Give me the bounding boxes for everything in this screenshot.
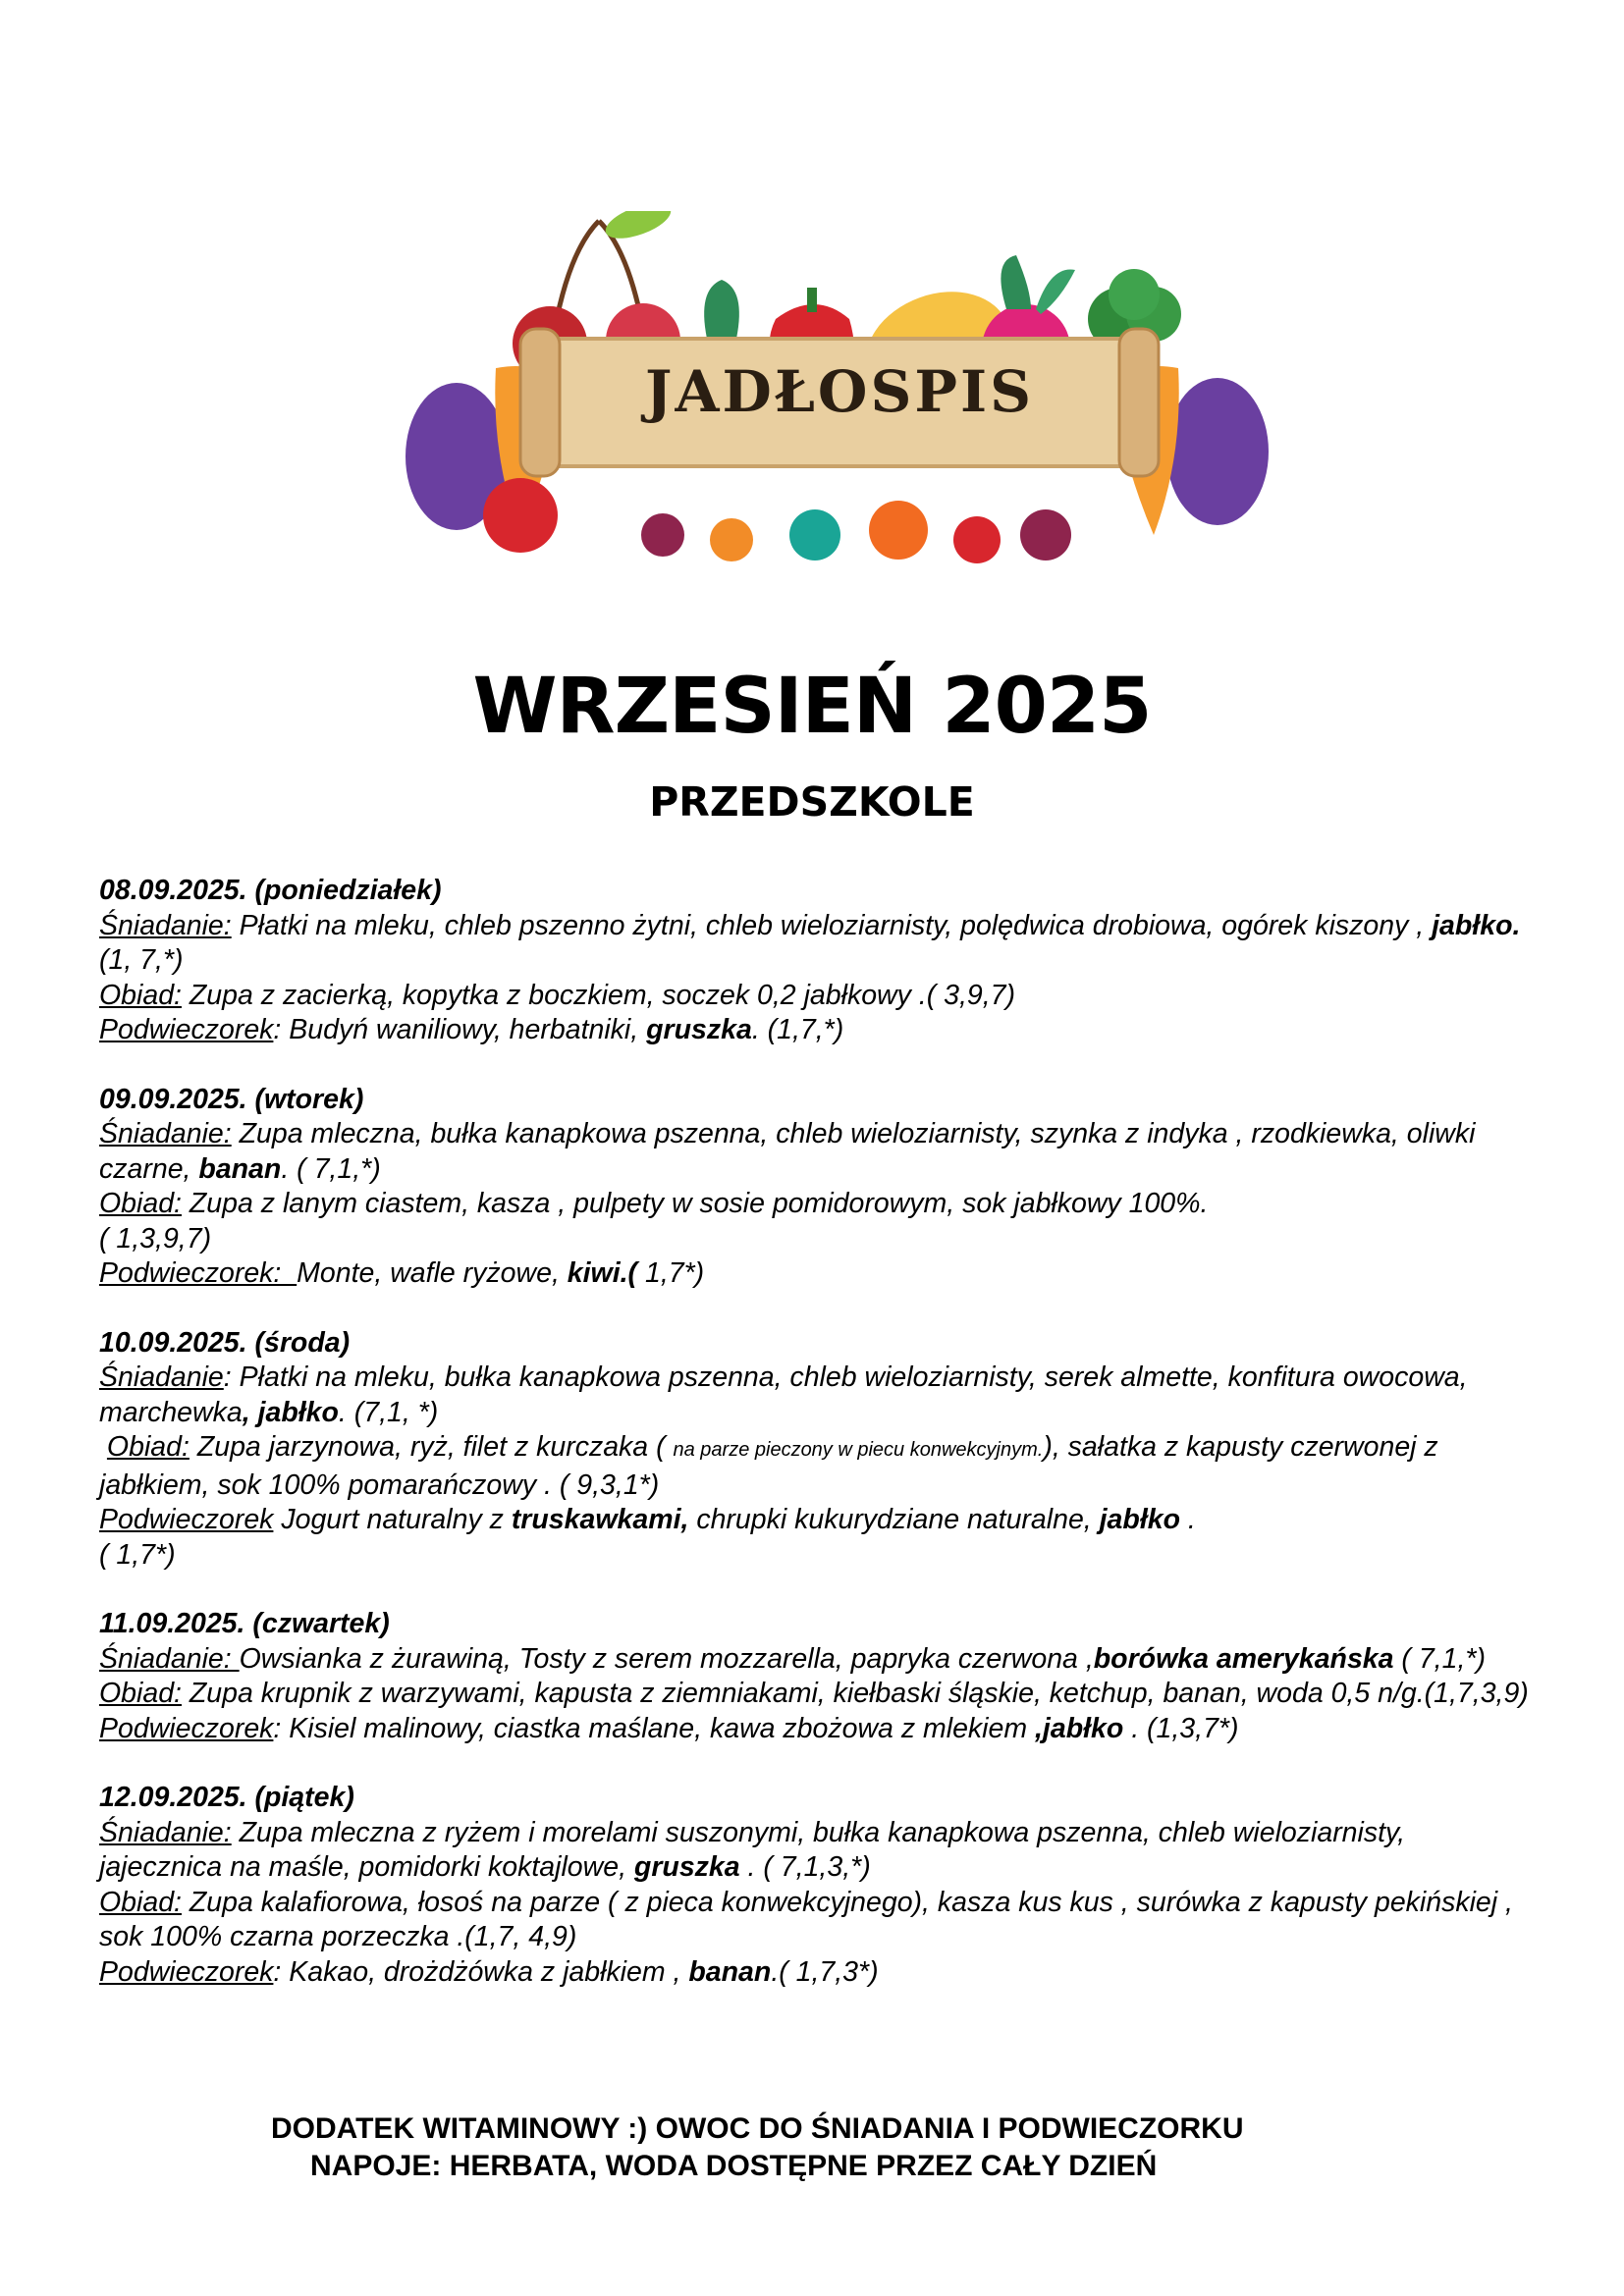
- snack-text: Jogurt naturalny z: [273, 1504, 512, 1535]
- lunch-label: Obiad:: [99, 979, 182, 1011]
- footer-drinks-line: NAPOJE: HERBATA, WODA DOSTĘPNE PRZEZ CAŁY DZIEŃ: [310, 2150, 1158, 2182]
- breakfast-fruit: jabłko.: [1432, 909, 1521, 941]
- lunch-allergens-row: [99, 1222, 1533, 1257]
- snack-row: [99, 1013, 1533, 1048]
- jadlospis-logo: [403, 211, 1276, 599]
- menu-list: [99, 874, 1533, 2024]
- breakfast-colon: :: [223, 1362, 232, 1393]
- logo-text: JADŁOSPIS: [645, 358, 1034, 425]
- lunch-allergens: ( 1,3,9,7): [99, 1222, 212, 1255]
- lunch-row: [99, 1886, 1533, 1955]
- snack-allergens: . (1,7,*): [751, 1014, 844, 1045]
- breakfast-allergens: ( 7,1,*): [1393, 1642, 1486, 1675]
- breakfast-label: Śniadanie:: [99, 909, 232, 941]
- breakfast-allergens: . ( 7,1,3,*): [739, 1851, 871, 1883]
- snack-row: [99, 1503, 1533, 1538]
- menu-day: [99, 1781, 1533, 1990]
- snack-allergens: 1,7*): [637, 1257, 705, 1289]
- lunch-row: [99, 1677, 1533, 1712]
- snack-colon: :: [273, 1014, 282, 1045]
- snack-label: Podwieczorek: [99, 1955, 274, 1988]
- snack-allergens: . (1,3,7*): [1123, 1712, 1239, 1744]
- snack-fruit: gruszka: [646, 1014, 752, 1045]
- snack-colon: :: [273, 1955, 282, 1988]
- breakfast-fruit: , jabłko: [242, 1396, 339, 1428]
- lunch-note: na parze pieczony w piecu konwekcyjnym.: [673, 1439, 1044, 1461]
- breakfast-text: Owsianka z żurawiną, Tosty z serem mozzarella, papryka czerwona ,: [239, 1642, 1094, 1675]
- snack-text-rest: chrupki kukurydziane naturalne,: [688, 1504, 1100, 1535]
- breakfast-fruit: borówka amerykańska: [1093, 1642, 1394, 1675]
- page-title: WRZESIEŃ 2025: [472, 663, 1152, 751]
- snack-text-end: .: [1180, 1504, 1196, 1535]
- snack-fruit: truskawkami,: [511, 1504, 689, 1535]
- lunch-label: Obiad:: [99, 1886, 182, 1918]
- lunch-text: Zupa kalafiorowa, łosoś na parze ( z pieca konwekcyjnego), kasza kus kus , surówka z kapusty pekińskiej , sok 100% czarna porzeczka .(1,7, 4,9): [99, 1886, 1513, 1952]
- lunch-text: Zupa jarzynowa, ryż, filet z kurczaka (: [189, 1431, 674, 1463]
- breakfast-label: Śniadanie: [99, 1362, 224, 1393]
- day-date: 10.09.2025. (środa): [99, 1326, 351, 1359]
- snack-row: [99, 1256, 1533, 1292]
- snack-fruit-2: jabłko: [1099, 1504, 1180, 1535]
- breakfast-label: Śniadanie:: [99, 1118, 232, 1149]
- breakfast-row: [99, 909, 1533, 979]
- lunch-text: Zupa krupnik z warzywami, kapusta z ziemniakami, kiełbaski śląskie, ketchup, banan, woda 0,5 n/g.(1,7,3,9): [181, 1678, 1529, 1709]
- breakfast-row: [99, 1642, 1533, 1678]
- breakfast-allergens: . (7,1, *): [338, 1396, 439, 1428]
- page-subtitle: PRZEDSZKOLE: [649, 778, 975, 826]
- menu-day: [99, 1607, 1533, 1746]
- snack-row: [99, 1712, 1533, 1747]
- lunch-text-rest: ), sałatka z kapusty czerwonej z jabłkiem, sok 100% pomarańczowy . ( 9,3,1*): [99, 1431, 1438, 1501]
- breakfast-row: [99, 1117, 1533, 1187]
- breakfast-text: Płatki na mleku, bułka kanapkowa pszenna, chleb wieloziarnisty, serek almette, konfitura owocowa, marchewka: [99, 1362, 1468, 1428]
- lunch-text: Zupa z lanym ciastem, kasza , pulpety w sosie pomidorowym, sok jabłkowy 100%.: [181, 1188, 1209, 1219]
- snack-fruit: kiwi.(: [567, 1257, 638, 1289]
- snack-text: Kakao, drożdżówka z jabłkiem ,: [281, 1955, 689, 1988]
- snack-allergens: ( 1,7*): [99, 1538, 176, 1571]
- breakfast-fruit: gruszka: [633, 1851, 740, 1883]
- menu-day: [99, 1326, 1533, 1574]
- menu-day: [99, 1083, 1533, 1292]
- snack-allergens-row: [99, 1538, 1533, 1574]
- breakfast-label: Śniadanie:: [99, 1642, 240, 1675]
- breakfast-allergens: . ( 7,1,*): [281, 1152, 381, 1185]
- lunch-text: Zupa z zacierką, kopytka z boczkiem, soczek 0,2 jabłkowy .( 3,9,7): [181, 979, 1016, 1011]
- breakfast-row: [99, 1361, 1533, 1430]
- breakfast-text: Zupa mleczna z ryżem i morelami suszonymi, bułka kanapkowa pszenna, chleb wieloziarnisty, jajecznica na maśle, pomidorki koktajlowe,: [99, 1816, 1406, 1883]
- menu-day: [99, 874, 1533, 1048]
- breakfast-allergens: (1, 7,*): [99, 944, 184, 976]
- breakfast-text: Zupa mleczna, bułka kanapkowa pszenna, chleb wieloziarnisty, szynka z indyka , rzodkiewka, oliwki czarne,: [99, 1118, 1476, 1185]
- lunch-label: Obiad:: [99, 1188, 182, 1219]
- lunch-label: Obiad:: [106, 1431, 189, 1463]
- snack-row: [99, 1955, 1533, 1991]
- day-date: 08.09.2025. (poniedziałek): [99, 875, 442, 906]
- breakfast-text: Płatki na mleku, chleb pszenno żytni, chleb wieloziarnisty, polędwica drobiowa, ogórek kiszony ,: [231, 909, 1433, 941]
- snack-allergens: .( 1,7,3*): [771, 1955, 879, 1988]
- lunch-row: [99, 1430, 1533, 1503]
- footer-vitamin-line: DODATEK WITAMINOWY :) OWOC DO ŚNIADANIA I PODWIECZORKU: [271, 2112, 1244, 2145]
- day-date: 11.09.2025. (czwartek): [99, 1608, 390, 1639]
- snack-label: Podwieczorek: [99, 1504, 274, 1535]
- lunch-label: Obiad:: [99, 1678, 182, 1709]
- day-date: 09.09.2025. (wtorek): [99, 1083, 364, 1115]
- snack-text: Monte, wafle ryżowe,: [297, 1257, 568, 1289]
- snack-label: Podwieczorek: [99, 1712, 274, 1744]
- snack-colon: :: [273, 1712, 282, 1744]
- lunch-row: [99, 979, 1533, 1014]
- snack-label: Podwieczorek: [99, 1014, 274, 1045]
- snack-label: Podwieczorek:: [99, 1257, 298, 1289]
- snack-text: Kisiel malinowy, ciastka maślane, kawa zbożowa z mlekiem: [281, 1712, 1036, 1744]
- snack-fruit: ,jabłko: [1035, 1712, 1124, 1744]
- breakfast-fruit: banan: [198, 1152, 282, 1185]
- lunch-row: [99, 1187, 1533, 1222]
- breakfast-row: [99, 1816, 1533, 1886]
- breakfast-label: Śniadanie:: [99, 1816, 232, 1848]
- day-date: 12.09.2025. (piątek): [99, 1782, 354, 1813]
- snack-text: Budyń waniliowy, herbatniki,: [281, 1014, 647, 1045]
- snack-fruit: banan: [688, 1955, 772, 1988]
